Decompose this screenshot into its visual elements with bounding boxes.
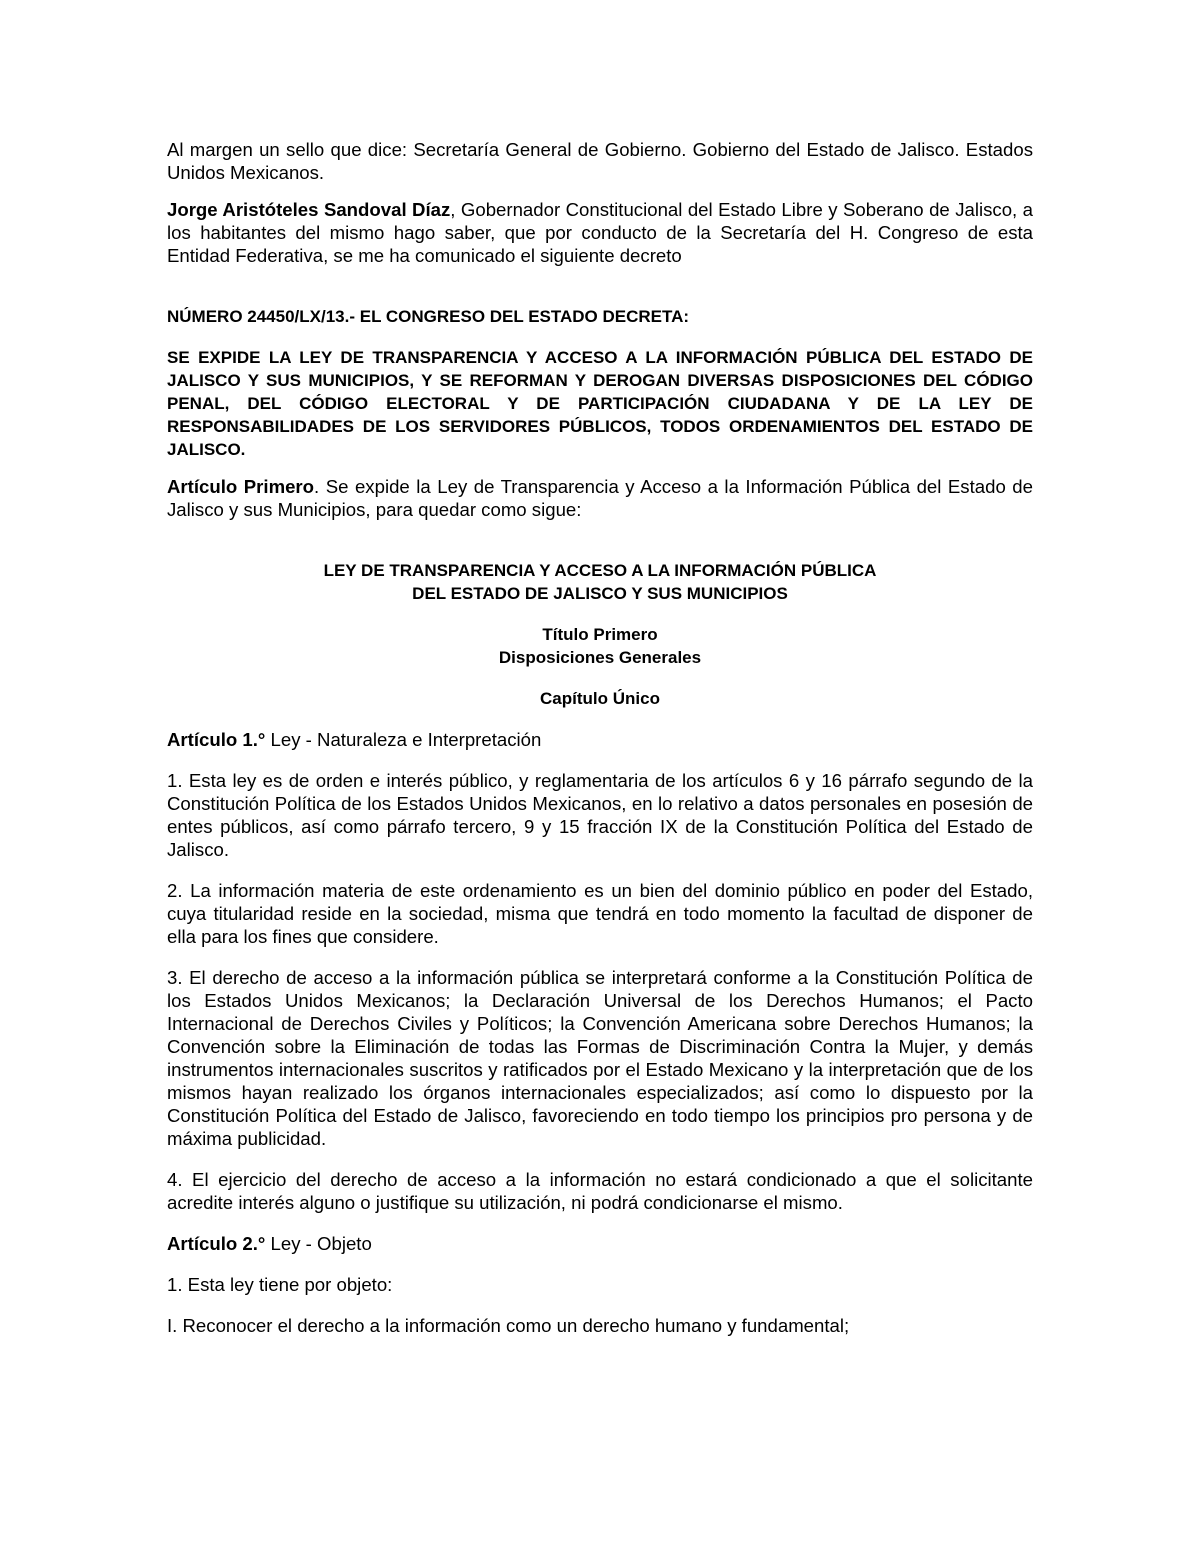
articulo1-heading: [167, 728, 1033, 751]
titulo-heading: [167, 623, 1033, 669]
seal-note: Al margen un sello que dice: Secretaría General de Gobierno. Gobierno del Estado de Jalisco. Estados Unidos Mexicanos.: [167, 139, 1033, 183]
articulo1-paragraph-3: 3. El derecho de acceso a la información pública se interpretará conforme a la Constitución Política de los Estados Unidos Mexicanos; la Declaración Universal de los Derechos Humanos; el Pacto Internacional de Derechos Civiles y Políticos; la Convención Americana sobre Derechos Humanos; la Convención sobre la Eliminación de todas las Formas de Discriminación Contra la Mujer, y demás instrumentos internacionales suscritos y ratificados por el Estado Mexicano y la interpretación que de los mismos hayan realizado los órganos internacionales especializados; así como lo dispuesto por la Constitución Política del Estado de Jalisco, favoreciendo en todo tiempo los principios pro persona y de máxima publicidad.: [167, 967, 1033, 1149]
governor-text: , Gobernador Constitucional del Estado Libre y Soberano de Jalisco, a los habitantes del mismo hago saber, que por conducto de la Secretaría del H. Congreso de esta Entidad Federativa, se me ha comunicado el siguiente decreto: [167, 199, 1033, 266]
articulo1-paragraph-1: 1. Esta ley es de orden e interés público, y reglamentaria de los artículos 6 y 16 párrafo segundo de la Constitución Política de los Estados Unidos Mexicanos, en lo relativo a datos personales en posesión de entes públicos, así como párrafo tercero, 9 y 15 fracción IX de la Constitución Política del Estado de Jalisco.: [167, 770, 1033, 860]
decree-number: NÚMERO 24450/LX/13.- EL CONGRESO DEL ESTADO DECRETA:: [167, 307, 690, 326]
law-title-line2: DEL ESTADO DE JALISCO Y SUS MUNICIPIOS: [412, 584, 788, 603]
governor-paragraph: [167, 198, 1033, 267]
titulo-line2: Disposiciones Generales: [498, 648, 702, 667]
articulo2-label: Artículo 2.°: [167, 1233, 266, 1254]
law-title-line1: LEY DE TRANSPARENCIA Y ACCESO A LA INFORMACIÓN PÚBLICA: [323, 561, 877, 580]
articulo1-heading-text: Ley - Naturaleza e Interpretación: [265, 729, 542, 750]
articulo2-heading-text: Ley - Objeto: [265, 1233, 372, 1254]
articulo-primero-text: . Se expide la Ley de Transparencia y Acceso a la Información Pública del Estado de Jalisco y sus Municipios, para quedar como sigue:: [167, 476, 1033, 520]
decree-title: SE EXPIDE LA LEY DE TRANSPARENCIA Y ACCESO A LA INFORMACIÓN PÚBLICA DEL ESTADO DE JALISCO Y SUS MUNICIPIOS, Y SE REFORMAN Y DEROGAN DIVERSAS DISPOSICIONES DEL CÓDIGO PENAL, DEL CÓDIGO ELECTORAL Y DE PARTICIPACIÓN CIUDADANA Y DE LA LEY DE RESPONSABILIDADES DE LOS SERVIDORES PÚBLICOS, TODOS ORDENAMIENTOS DEL ESTADO DE JALISCO.: [167, 348, 1033, 459]
articulo1-paragraph-2: 2. La información materia de este ordenamiento es un bien del dominio público en poder del Estado, cuya titularidad reside en la sociedad, misma que tendrá en todo momento la facultad de disponer de ella para los fines que considere.: [167, 880, 1033, 947]
articulo-primero-paragraph: [167, 475, 1033, 521]
articulo2-paragraph-1: 1. Esta ley tiene por objeto:: [167, 1274, 393, 1295]
articulo1-paragraph-4: 4. El ejercicio del derecho de acceso a la información no estará condicionado a que el solicitante acredite interés alguno o justifique su utilización, ni podrá condicionarse el mismo.: [167, 1169, 1033, 1213]
articulo2-item-1: I. Reconocer el derecho a la información como un derecho humano y fundamental;: [167, 1315, 850, 1336]
titulo-line1: Título Primero: [542, 625, 658, 644]
articulo-primero-label: Artículo Primero: [167, 476, 315, 497]
capitulo-heading: [167, 687, 1033, 710]
articulo1-label: Artículo 1.°: [167, 729, 266, 750]
document-page: [167, 138, 1033, 1337]
capitulo-label: Capítulo Único: [540, 689, 660, 708]
articulo2-heading: [167, 1232, 1033, 1255]
governor-name: Jorge Aristóteles Sandoval Díaz: [167, 199, 451, 220]
law-title: [167, 559, 1033, 605]
